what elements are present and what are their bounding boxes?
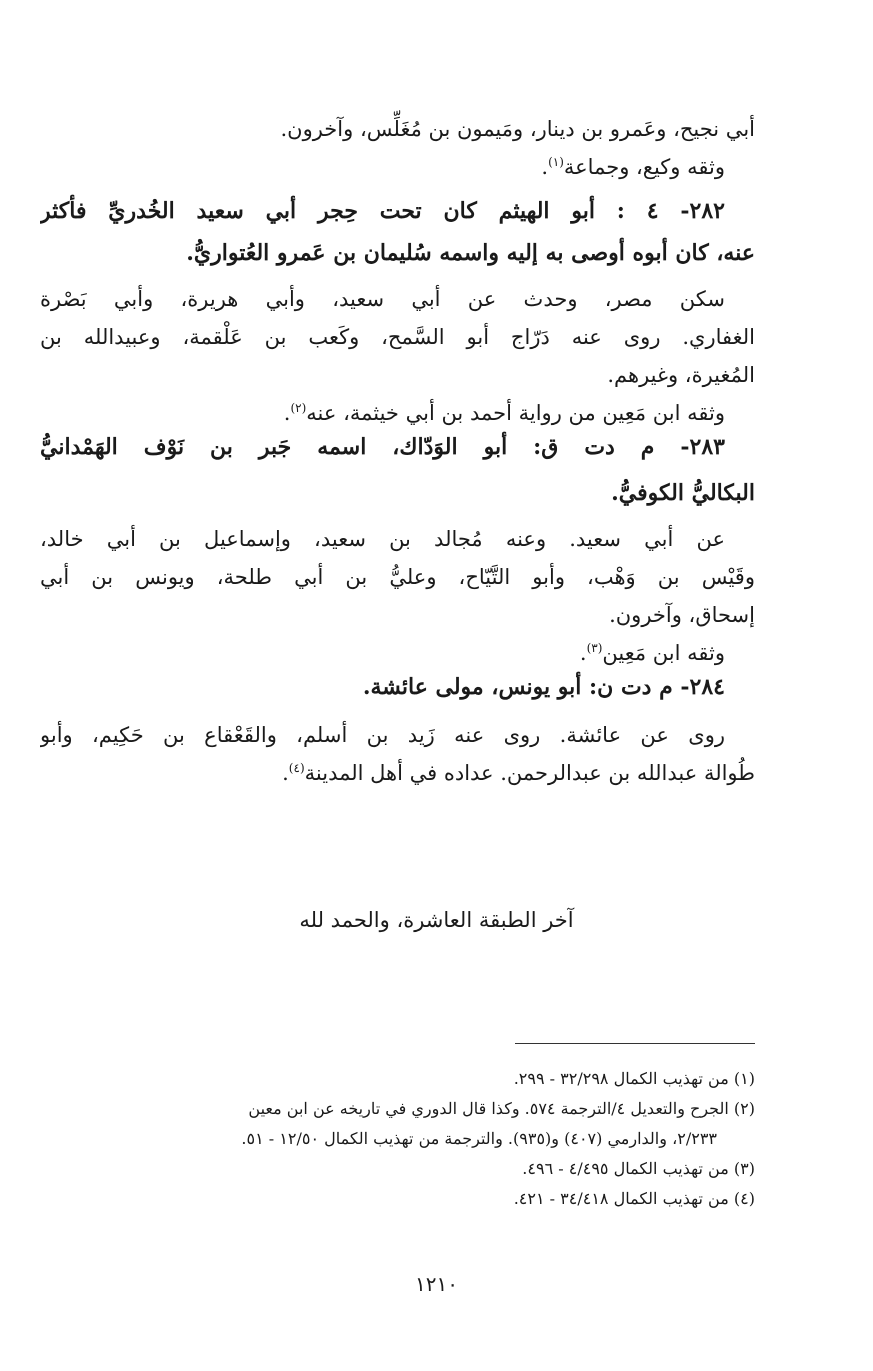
- page-number: ١٢١٠: [415, 1272, 458, 1296]
- footnote-number: (٣): [733, 1159, 755, 1178]
- footnote-ref: (٢): [290, 401, 307, 415]
- footnote-text: من تهذيب الكمال ٤/٤٩٥ - ٤٩٦.: [522, 1159, 729, 1178]
- text-line: الغفاري. روى عنه دَرّاج أبو السَّمح، وكَعب بن عَلْقمة، وعبيدالله بن: [40, 325, 755, 349]
- footnote-number: (٤): [733, 1189, 755, 1208]
- text-segment: وثقه وكيع، وجماعة: [563, 155, 725, 179]
- entry-heading: ٢٨٤- م دت ن: أبو يونس، مولى عائشة.: [362, 674, 725, 700]
- footnotes: [40, 1064, 755, 1214]
- footnote-3: [40, 1154, 755, 1184]
- footnote-text: الجرح والتعديل ٤/الترجمة ٥٧٤. وكذا قال الدوري في تاريخه عن ابن معين: [248, 1099, 729, 1118]
- footnote-number: (٢): [733, 1099, 755, 1118]
- text-line: طُوالة عبدالله بن عبدالرحمن. عداده في أهل المدينة$^{(٤)}$.: [282, 761, 755, 785]
- text-segment: وثقه ابن مَعِين من رواية أحمد بن أبي خيثمة، عنه: [306, 401, 725, 425]
- footnote-text: من تهذيب الكمال ٣٤/٤١٨ - ٤٢١.: [513, 1189, 729, 1208]
- text-segment: طُوالة عبدالله بن عبدالرحمن. عداده في أهل المدينة: [304, 761, 755, 785]
- text-line: [40, 148, 755, 186]
- text-segment: وثقه ابن مَعِين: [602, 641, 725, 665]
- footnote-divider: [515, 1043, 755, 1044]
- entry-284: [40, 668, 755, 792]
- footnote-ref: (١): [548, 155, 564, 169]
- text-line: أبي نجيح، وعَمرو بن دينار، ومَيمون بن مُغَلِّس، وآخرون.: [280, 117, 755, 141]
- text-line: وثقه ابن مَعِين من رواية أحمد بن أبي خيثمة، عنه$^{(٢)}$.: [283, 401, 725, 425]
- text-line: عن أبي سعيد. وعنه مُجالد بن سعيد، وإسماعيل بن أبي خالد،: [40, 527, 725, 551]
- footnote-1: [40, 1064, 755, 1094]
- entry-continuation: [40, 110, 755, 186]
- footnote-ref: (٣): [586, 641, 603, 655]
- entry-heading: ٢٨٣- م دت ق: أبو الوَدّاك، اسمه جَبر بن نَوْف الهَمْدانيُّ: [40, 434, 725, 460]
- section-closing: آخر الطبقة العاشرة، والحمد لله: [299, 908, 574, 932]
- text-line: وقَيْس بن وَهْب، وأبو التَّيّاح، وعليُّ بن أبي طلحة، ويونس بن أبي: [40, 565, 755, 589]
- entry-heading: البكاليُّ الكوفيُّ.: [611, 480, 755, 506]
- text-line: سكن مصر، وحدث عن أبي سعيد، وأبي هريرة، وأبي بَصْرة: [40, 287, 725, 311]
- text-line: وثقه ابن مَعِين$^{(٣)}$.: [579, 641, 725, 665]
- text-line: روى عن عائشة. روى عنه زَيد بن أسلم، والقَعْقاع بن حَكِيم، وأبو: [40, 723, 725, 747]
- footnote-ref: (٤): [288, 761, 305, 775]
- entry-283: [40, 428, 755, 672]
- entry-heading: ٢٨٢- ٤ : أبو الهيثم كان تحت حِجر أبي سعيد الخُدريِّ فأكثر: [40, 198, 725, 224]
- text-segment: .: [541, 155, 549, 179]
- text-line: إسحاق، وآخرون.: [609, 603, 755, 627]
- footnote-text: من تهذيب الكمال ٣٢/٢٩٨ - ٢٩٩.: [513, 1069, 729, 1088]
- footnote-4: [40, 1184, 755, 1214]
- entry-heading: عنه، كان أبوه أوصى به إليه واسمه سُليمان بن عَمرو العُتواريُّ.: [186, 240, 755, 266]
- entry-282: [40, 192, 755, 432]
- footnote-2-continuation: ٢/٢٣٣، والدارمي (٤٠٧) و(٩٣٥). والترجمة من تهذيب الكمال ١٢/٥٠ - ٥١.: [241, 1129, 717, 1148]
- footnote-number: (١): [733, 1069, 755, 1088]
- text-line: المُغيرة، وغيرهم.: [607, 363, 755, 387]
- footnote-2: [40, 1094, 755, 1124]
